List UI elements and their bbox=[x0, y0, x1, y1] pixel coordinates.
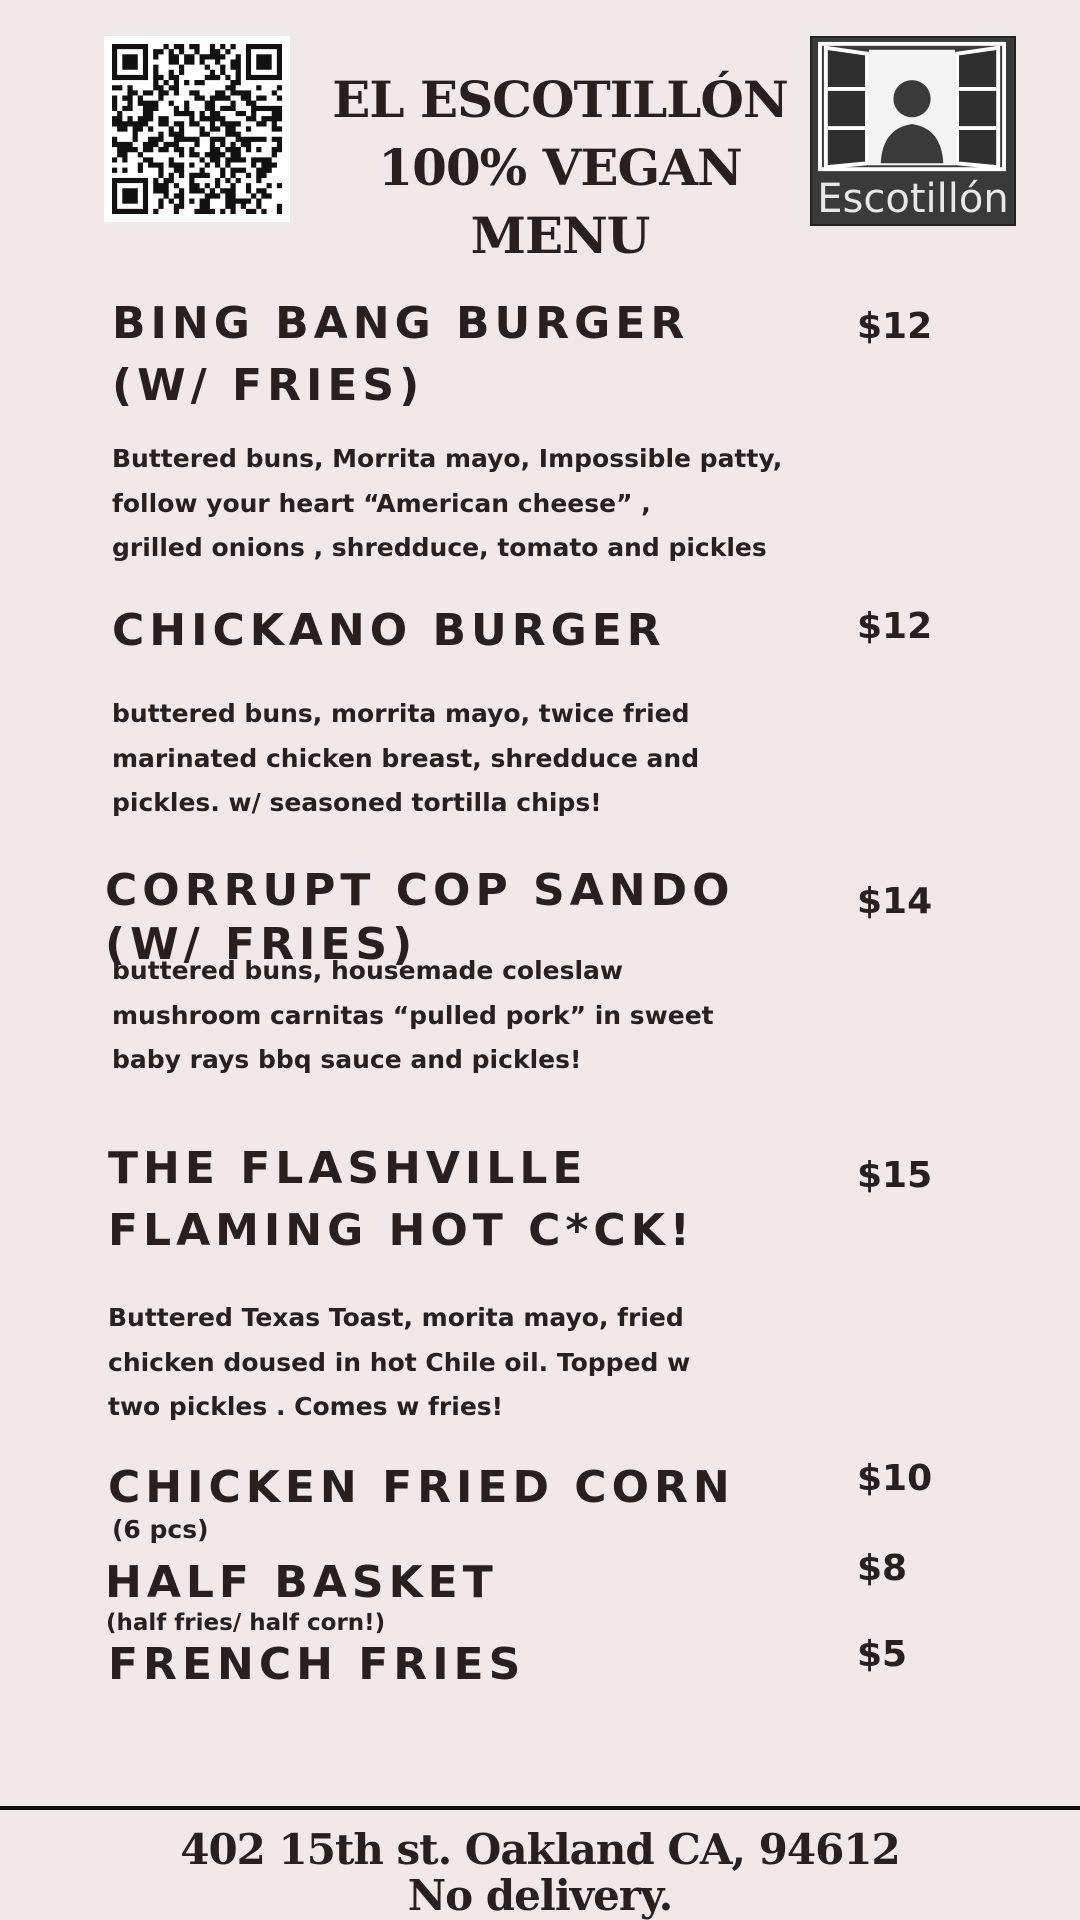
item-price-french-fries: $5 bbox=[857, 1634, 908, 1675]
item-name-chickano-burger bbox=[112, 600, 666, 662]
desc-line: baby rays bbq sauce and pickles! bbox=[112, 1045, 582, 1074]
item-sub-chicken-fried-corn: (6 pcs) bbox=[112, 1515, 209, 1544]
item-name-line1: CORRUPT COP SANDO bbox=[105, 865, 735, 916]
desc-line: grilled onions , shredduce, tomato and pickles bbox=[112, 533, 767, 562]
item-name-line2: (W/ FRIES) bbox=[105, 919, 418, 970]
item-name-half-basket: HALF BASKET bbox=[105, 1557, 498, 1608]
item-desc-chickano-burger bbox=[112, 692, 699, 826]
item-name-line1: CHICKANO BURGER bbox=[112, 605, 666, 656]
footer-note: No delivery. bbox=[407, 1871, 673, 1920]
item-name-line1: BING BANG BURGER bbox=[112, 298, 690, 349]
logo-text: Escotillón bbox=[817, 176, 1009, 222]
desc-line: Buttered buns, Morrita mayo, Impossible patty, bbox=[112, 444, 783, 473]
item-name-flashville-flaming-hot bbox=[108, 1138, 695, 1262]
desc-line: follow your heart “American cheese” , bbox=[112, 488, 651, 518]
item-sub-half-basket: (half fries/ half corn!) bbox=[106, 1610, 386, 1636]
footer-divider bbox=[0, 1806, 1080, 1810]
desc-line: two pickles . Comes w fries! bbox=[108, 1392, 504, 1421]
footer-address: 402 15th st. Oakland CA, 94612 bbox=[180, 1825, 900, 1874]
item-price-chicken-fried-corn: $10 bbox=[857, 1458, 933, 1499]
desc-line: buttered buns, housemade coleslaw bbox=[112, 956, 624, 985]
desc-line: mushroom carnitas “pulled pork” in sweet bbox=[112, 1000, 714, 1030]
item-price-corrupt-cop-sando: $14 bbox=[857, 881, 933, 922]
item-name-line1: THE FLASHVILLE bbox=[108, 1143, 588, 1194]
item-name-french-fries: FRENCH FRIES bbox=[108, 1639, 526, 1690]
item-price-half-basket: $8 bbox=[857, 1548, 908, 1589]
title-line-menu: 100% VEGAN MENU bbox=[378, 138, 742, 265]
desc-line: marinated chicken breast, shredduce and bbox=[112, 743, 700, 773]
window-person-logo-icon bbox=[810, 36, 1016, 226]
item-name-line2: FLAMING HOT C*CK! bbox=[108, 1205, 695, 1256]
item-desc-flashville-flaming-hot bbox=[108, 1296, 690, 1430]
item-name-line2: (W/ FRIES) bbox=[112, 360, 425, 411]
item-price-chickano-burger: $12 bbox=[857, 606, 933, 647]
item-desc-bing-bang-burger bbox=[112, 437, 782, 571]
page-title bbox=[300, 66, 820, 270]
item-name-bing-bang-burger bbox=[112, 293, 689, 417]
desc-line: Buttered Texas Toast, morita mayo, fried bbox=[108, 1303, 684, 1332]
item-price-bing-bang-burger: $12 bbox=[857, 306, 933, 347]
item-desc-corrupt-cop-sando bbox=[112, 949, 714, 1083]
item-name-chicken-fried-corn: CHICKEN FRIED CORN bbox=[108, 1462, 735, 1513]
item-price-flashville-flaming-hot: $15 bbox=[857, 1155, 933, 1196]
desc-line: pickles. w/ seasoned tortilla chips! bbox=[112, 788, 602, 817]
title-line-restaurant: EL ESCOTILLÓN bbox=[332, 70, 788, 129]
qr-code-icon bbox=[104, 36, 290, 222]
desc-line: chicken doused in hot Chile oil. Topped w bbox=[108, 1347, 691, 1377]
desc-line: buttered buns, morrita mayo, twice fried bbox=[112, 699, 690, 728]
